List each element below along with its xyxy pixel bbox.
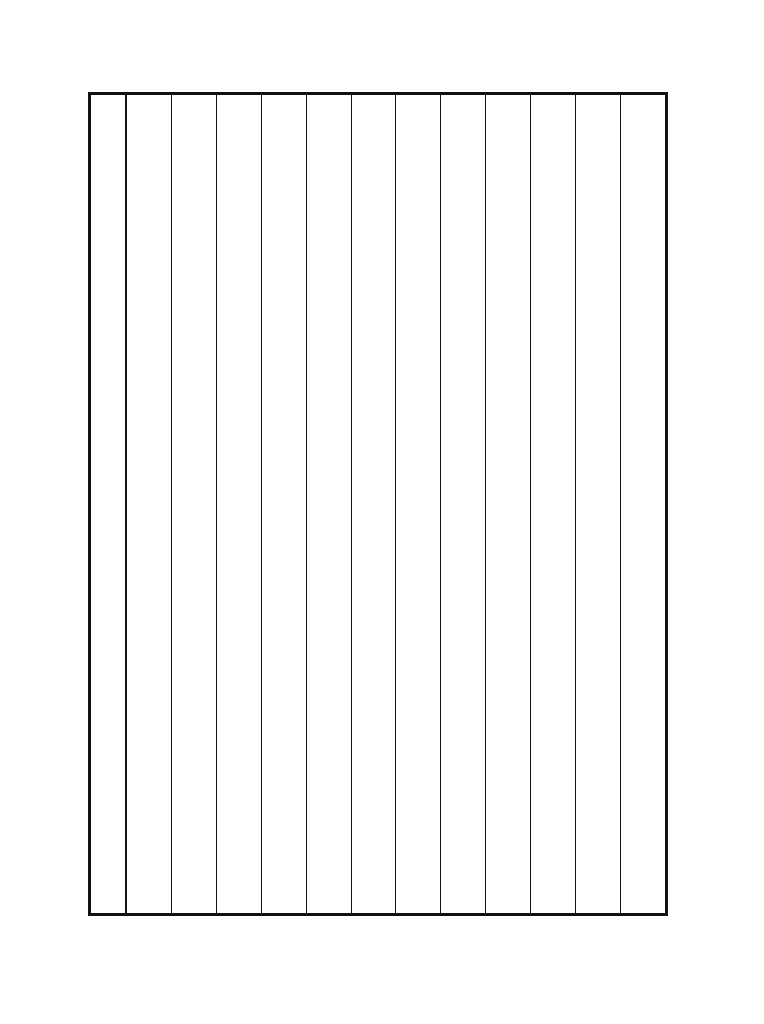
margin-strip [91,95,125,913]
text-column [306,95,351,913]
text-column [171,95,216,913]
text-columns [125,95,665,913]
text-column [620,95,665,913]
text-column [530,95,575,913]
text-column [440,95,485,913]
text-column [216,95,261,913]
text-column [351,95,396,913]
text-column [395,95,440,913]
text-column [485,95,530,913]
page-frame [88,92,668,916]
text-column [261,95,306,913]
text-column [125,95,171,913]
text-column [575,95,620,913]
